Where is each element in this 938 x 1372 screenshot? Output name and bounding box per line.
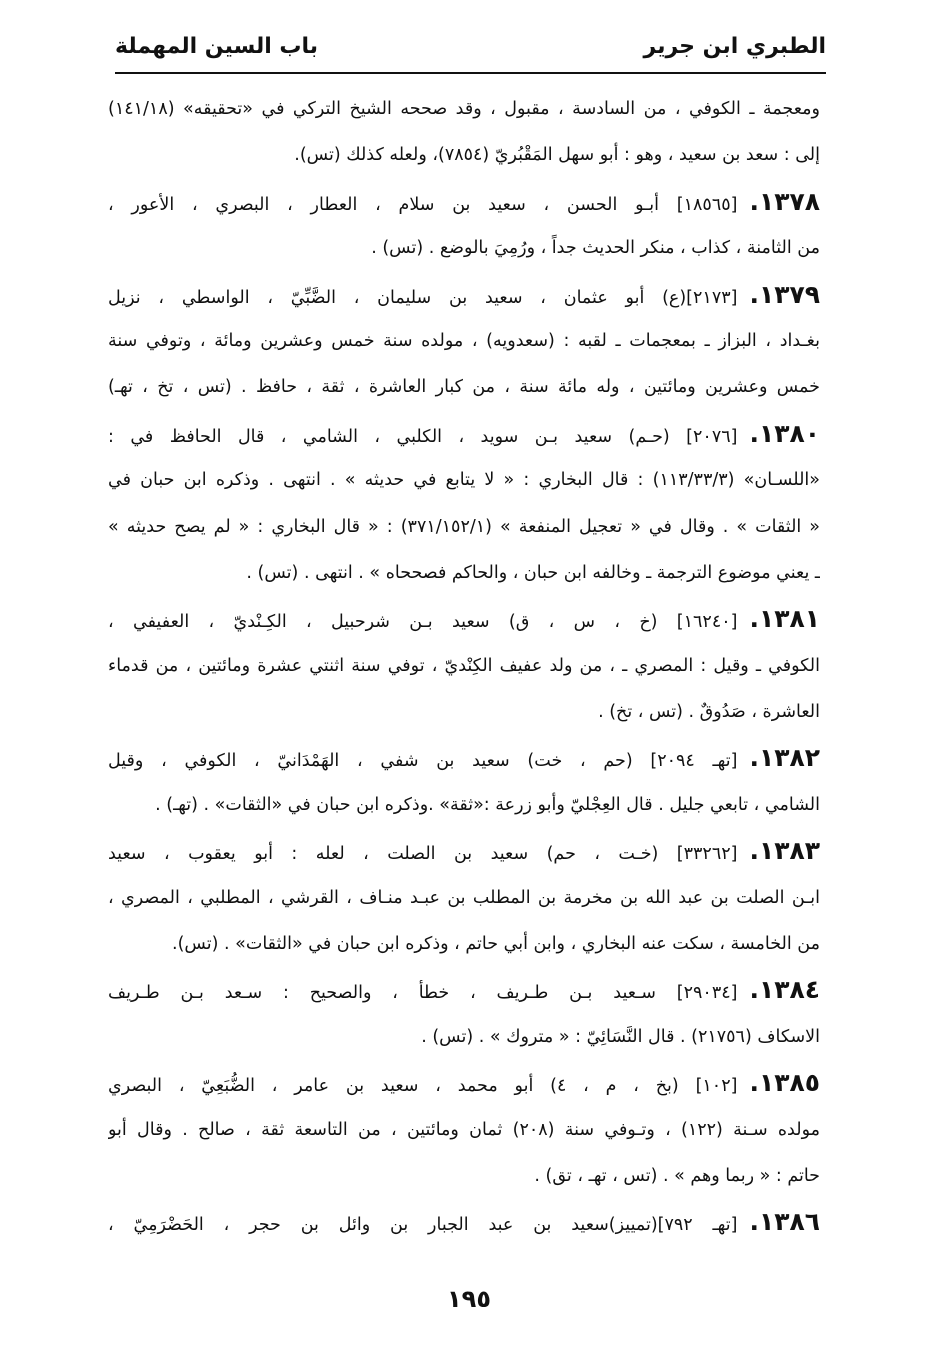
line-text: الشامي ، تابعي جليل . قال العِجْليّ وأبو زرعة :«ثقة» .وذكره ابن حبان في «الثقات» . (تهـ) . bbox=[155, 794, 820, 815]
line-text: خمس وعشرين ومائتين ، وله مائة سنة ، من كبار العاشرة ، ثقة ، حافظ . (تس ، تخ ، تهـ) bbox=[108, 377, 820, 398]
entry-number: ١٣٨٦. bbox=[749, 1207, 820, 1237]
line-text: [١٦٢٤٠] (خ ، س ، ق) سعيد بـن شرحبيل ، الكِـنْديّ ، العفيفي ، bbox=[108, 612, 738, 633]
text-line bbox=[108, 550, 820, 596]
line-text: إلى : سعد بن سعيد ، وهو : أبو سهل المَقْبُريّ (٧٨٥٤)، ولعله كذلك (تس). bbox=[294, 145, 820, 166]
text-line bbox=[108, 179, 820, 225]
entry-number: ١٣٨٤. bbox=[749, 975, 820, 1005]
line-text: [٢١٧٣](ع) أبو عثمان ، سعيد بن سليمان ، الضَّبِّيّ ، الواسطي ، نزيل bbox=[108, 287, 738, 308]
page-number: ١٩٥ bbox=[447, 1285, 491, 1313]
line-text: الاسكاف (٢١٧٥٦) . قال النَّسَائِيّ : « متروك » . (تس) . bbox=[421, 1026, 820, 1047]
entry-number: ١٣٨١. bbox=[749, 604, 820, 634]
entry-number: ١٣٧٨. bbox=[749, 186, 820, 216]
line-text: «اللسـان» (١١٣/٣٣/٣) : قال البخاري : « لا يتابع في حديثه » . انتهى . وذكره ابن حبان في bbox=[108, 470, 820, 491]
text-line bbox=[108, 596, 820, 642]
line-text: [١٠٢] (بخ ، م ، ٤) أبو محمد ، سعيد بن عامر ، الضُّبَعِيّ ، البصري bbox=[108, 1076, 738, 1097]
line-text: [٢٠٧٦] (حـم) سعيد بـن سويد ، الكلبي ، الشامي ، قال الحافظ في : bbox=[108, 426, 738, 447]
line-text: [٢٩٠٣٤] سـعيد بـن طـريف ، خطأ ، والصحيح : سـعد بـن طـريف bbox=[108, 983, 738, 1004]
text-line bbox=[108, 875, 820, 921]
entry-number: ١٣٨٥. bbox=[749, 1068, 820, 1098]
text-line bbox=[108, 1060, 820, 1106]
text-line bbox=[108, 225, 820, 271]
line-text: العاشرة ، صَدُوقٌ . (تس ، تخ) . bbox=[598, 702, 820, 723]
book-title: الطبري ابن جرير bbox=[643, 34, 826, 59]
text-line bbox=[108, 272, 820, 318]
text-line bbox=[108, 318, 820, 364]
text-line bbox=[108, 828, 820, 874]
line-text: الكوفي ـ وقيل : المصري ـ ، من ولد عفيف الكِنْديّ ، توفي سنة اثنتي عشرة ومائتين ، من قدماء bbox=[108, 655, 820, 676]
running-header bbox=[115, 28, 826, 74]
text-line bbox=[108, 1014, 820, 1060]
body-text bbox=[108, 86, 820, 1246]
text-line bbox=[108, 689, 820, 735]
line-text: [تهـ ٢٠٩٤] (حم ، خت) سعيد بن شفي ، الهَمْدَانيّ ، الكوفي ، وقيل bbox=[108, 751, 738, 772]
text-line bbox=[108, 411, 820, 457]
line-text: « الثقات » . وقال في « تعجيل المنفعة » (٣٧١/١٥٢/١) : « قال البخاري : « لم يصح حديثه » bbox=[108, 516, 820, 537]
entry-number: ١٣٧٩. bbox=[749, 279, 820, 309]
text-line bbox=[108, 1153, 820, 1199]
entry-number: ١٣٨٣. bbox=[749, 836, 820, 866]
line-text: [٣٣٢٦٢] (خـت ، حم) سعيد بن الصلت ، لعله : أبو يعقوب ، سعيد bbox=[108, 844, 738, 865]
text-line bbox=[108, 1199, 820, 1245]
text-line bbox=[108, 132, 820, 178]
text-line bbox=[108, 457, 820, 503]
text-line bbox=[108, 782, 820, 828]
text-line bbox=[108, 967, 820, 1013]
entry-number: ١٣٨٢. bbox=[749, 743, 820, 773]
entry-number: ١٣٨٠. bbox=[749, 418, 820, 448]
text-line bbox=[108, 504, 820, 550]
line-text: بغـداد ، البزاز ـ بمعجمات ـ لقبه : (سعدويه) ، مولده سنة خمس وعشرين ومائة ، وتوفي سنة bbox=[108, 330, 820, 351]
line-text: مولده سـنة (١٢٢) ، وتـوفي سنة (٢٠٨) ثمان ومائتين ، من التاسعة ثقة ، صالح . وقال أبو bbox=[108, 1119, 820, 1140]
line-text: [تهـ ٧٩٢](تمييز)سعيد بن عبد الجبار بن وائل بن حجر ، الحَضْرَمِيّ ، bbox=[108, 1215, 738, 1236]
chapter-title: باب السين المهملة bbox=[115, 34, 319, 59]
line-text: ومعجمة ـ الكوفي ، من السادسة ، مقبول ، وقد صححه الشيخ التركي في «تحقيقه» (١٤١/١٨) bbox=[108, 99, 820, 119]
line-text: ابـن الصلت بن عبد الله بن مخرمة بن المطلب بن عبـد منـاف ، القرشي ، المطلبي ، المصري ، bbox=[108, 887, 820, 908]
text-line bbox=[108, 643, 820, 689]
text-line bbox=[108, 86, 820, 132]
line-text: من الخامسة ، سكت عنه البخاري ، وابن أبي حاتم ، وذكره ابن حبان في «الثقات» . (تس). bbox=[172, 934, 820, 955]
line-text: [١٨٥٦٥] أبـو الحسن ، سعيد بن سلام ، العطار ، البصري ، الأعور ، bbox=[108, 194, 738, 215]
line-text: ـ يعني موضوع الترجمة ـ وخالفه ابن حبان ، والحاكم فصححاه » . انتهى . (تس) . bbox=[246, 562, 820, 583]
text-line bbox=[108, 1107, 820, 1153]
text-line bbox=[108, 921, 820, 967]
line-text: من الثامنة ، كذاب ، منكر الحديث جداً ، ورُمِيَ بالوضع . (تس) . bbox=[371, 238, 820, 259]
text-line bbox=[108, 364, 820, 410]
text-line bbox=[108, 735, 820, 781]
line-text: حاتم : « ربما وهم » . (تس ، تهـ ، تق) . bbox=[534, 1165, 820, 1186]
